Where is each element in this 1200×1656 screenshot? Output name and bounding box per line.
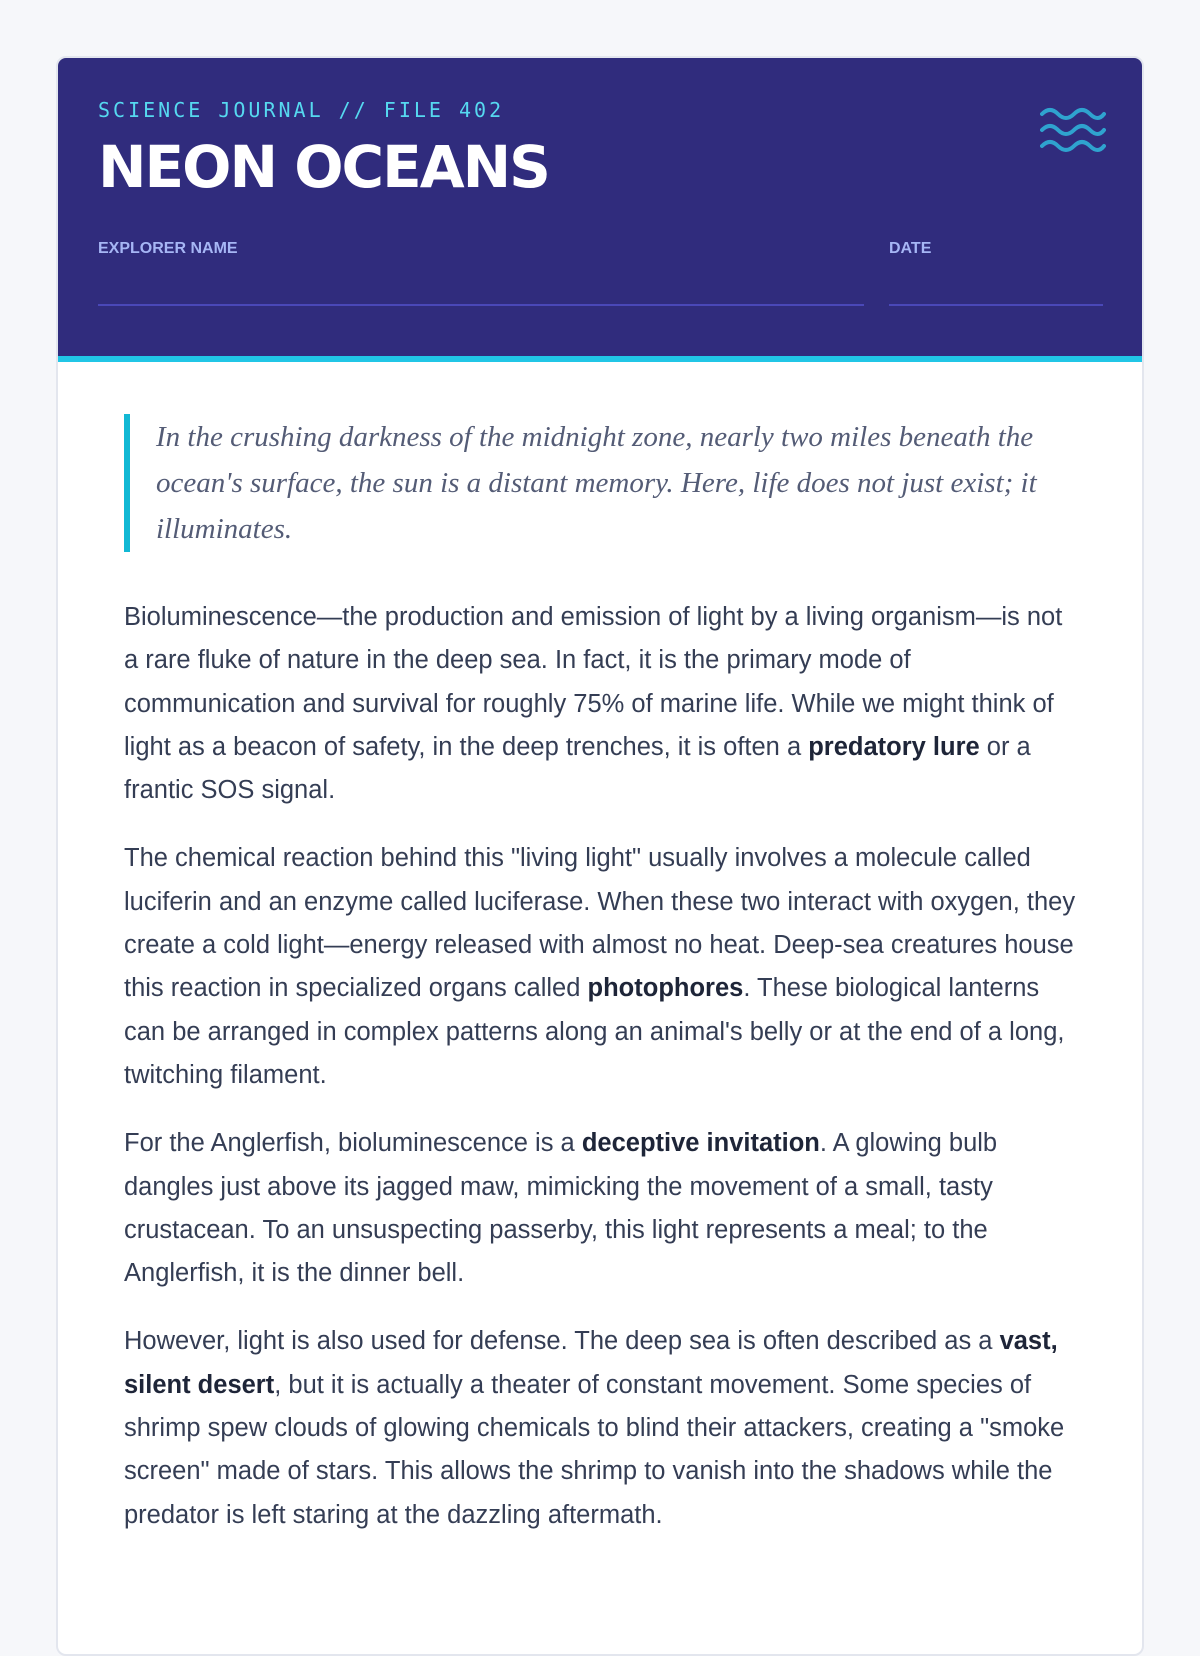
date-field[interactable]	[889, 240, 1103, 258]
journal-header	[58, 58, 1142, 362]
paragraph-1-text-b: or a frantic SOS signal.	[124, 732, 1031, 805]
paragraph-2	[124, 837, 1080, 1097]
waves-icon	[1040, 104, 1106, 158]
paragraph-1-bold: predatory lure	[808, 732, 980, 761]
paragraph-4-text-b: , but it is actually a theater of constant movement. Some species of shrimp spew clouds of glowing chemicals to blind their attackers, creating a "smoke screen" made of stars. This allows the shrimp to vanish into the shadows while the predator is left staring at the dazzling aftermath.	[124, 1370, 1065, 1529]
lead-quote: In the crushing darkness of the midnight zone, nearly two miles beneath the ocean's surface, the sun is a distant memory. Here, life does not just exist; it illuminates.	[124, 414, 1080, 552]
paragraph-2-bold: photophores	[587, 974, 744, 1003]
page-title: NEON OCEANS	[98, 133, 549, 201]
paragraph-3-text-b: . A glowing bulb dangles just above its jagged maw, mimicking the movement of a small, tasty crustacean. To an unsuspecting passerby, this light represents a meal; to the Anglerfish, it is the dinner bell.	[124, 1129, 998, 1288]
paragraph-4	[124, 1320, 1080, 1536]
paragraph-2-text-b: . These biological lanterns can be arranged in complex patterns along an animal's belly or at the end of a long, twitching filament.	[124, 974, 1065, 1089]
paragraph-2-text-a: The chemical reaction behind this "living light" usually involves a molecule called luciferin and an enzyme called luciferase. When these two interact with oxygen, they create a cold light—energy released with almost no heat. Deep-sea creatures house this reaction in specialized organs called	[124, 844, 1076, 1003]
explorer-name-label: EXPLORER NAME	[98, 240, 238, 257]
journal-card	[56, 56, 1144, 1656]
paragraph-1-text-a: Bioluminescence—the production and emission of light by a living organism—is not a rare fluke of nature in the deep sea. In fact, it is the primary mode of communication and survival for roughly 75% of marine life. While we might think of light as a beacon of safety, in the deep trenches, it is often a	[124, 603, 1063, 761]
date-label: DATE	[889, 240, 932, 257]
paragraph-1	[124, 596, 1080, 812]
journal-kicker: SCIENCE JOURNAL // FILE 402	[98, 98, 505, 122]
paragraph-3-text-a: For the Anglerfish, bioluminescence is a	[124, 1129, 582, 1158]
paragraph-4-text-a: However, light is also used for defense. The deep sea is often described as a	[124, 1327, 1000, 1356]
article-body	[124, 414, 1080, 1562]
paragraph-3	[124, 1122, 1080, 1295]
explorer-name-field[interactable]	[98, 240, 864, 258]
paragraph-4-bold: vast, silent desert	[124, 1327, 1058, 1399]
paragraph-3-bold: deceptive invitation	[581, 1129, 820, 1158]
explorer-name-line[interactable]	[98, 304, 864, 306]
date-line[interactable]	[889, 304, 1103, 306]
